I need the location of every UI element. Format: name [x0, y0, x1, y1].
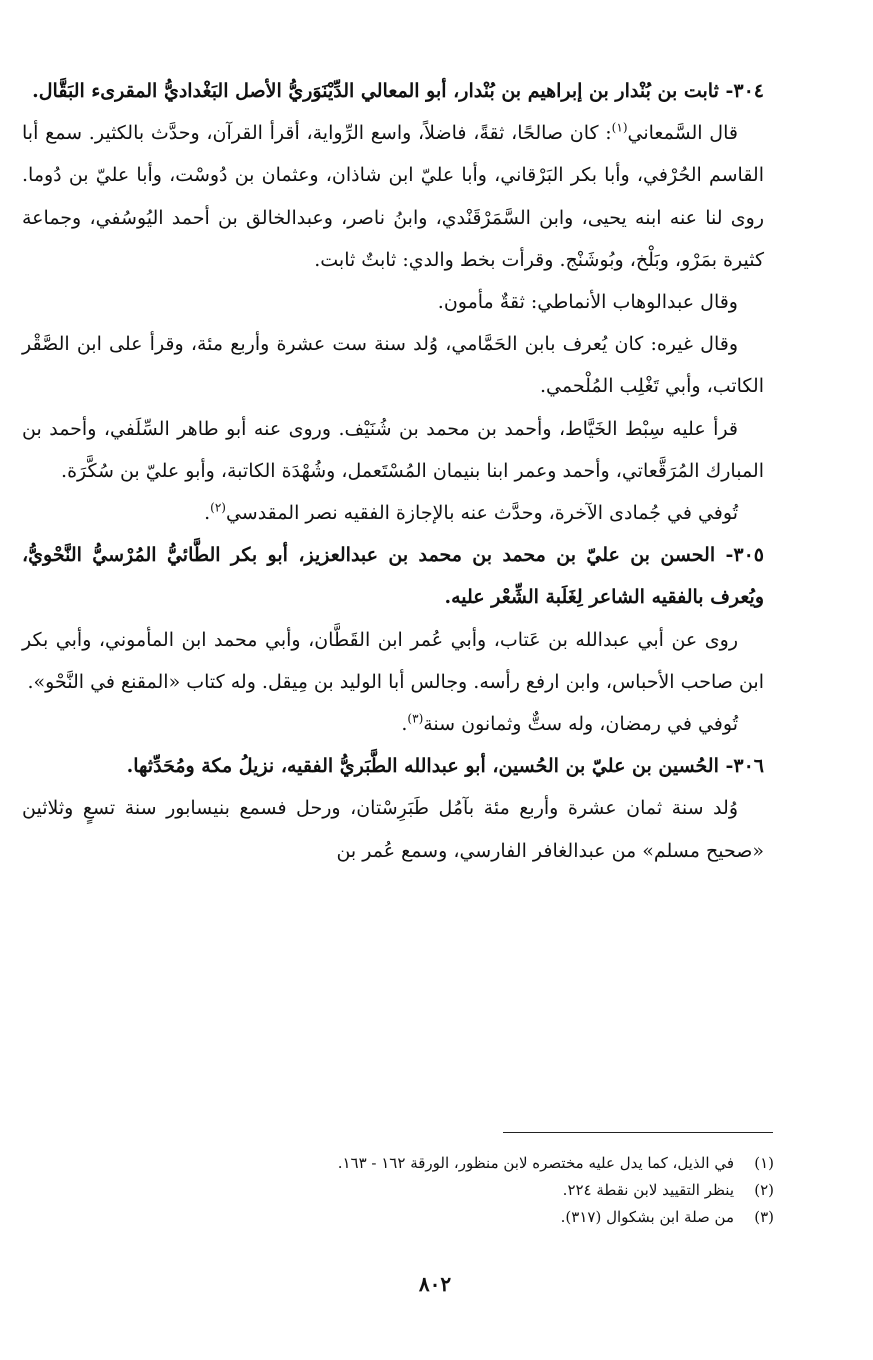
footnote — [200, 1177, 774, 1204]
footnote-number: (٢) — [754, 1181, 774, 1199]
entry-paragraph: وُلد سنة ثمان عشرة وأربع مئة بآمُل طَبَرِسْتان، ورحل فسمع بنيسابور سنة تسعٍ وثلاثين «صحيح مسلم» من عبدالغافر الفارسي، وسمع عُمر بن — [22, 797, 764, 862]
footnote-separator — [503, 1132, 773, 1133]
entry-paragraph: روى عن أبي عبدالله بن عَتاب، وأبي عُمر ابن القَطَّان، وأبي محمد ابن المأموني، وأبي بكر ابن صاحب الأحباس، وابن ارفع رأسه. وجالس أبا الوليد بن مِيقل. وله كتاب «المقنع في النَّحْو». — [22, 628, 764, 693]
page-number: ٨٠٢ — [418, 1272, 452, 1296]
entry-heading: ٣٠٥- الحسن بن عليّ بن محمد بن محمد بن عبدالعزيز، أبو بكر الطَّائيُّ المُرْسيُّ النَّحْويُّ، ويُعرف بالفقيه الشاعر لِغَلَبة الشِّعْر عليه. — [22, 544, 764, 609]
page-body — [22, 70, 764, 872]
footnote-number: (٣) — [754, 1208, 774, 1226]
footnotes — [200, 1150, 774, 1231]
footnote-text: ينظر التقييد لابن نقطة ٢٢٤. — [562, 1181, 734, 1199]
entry-paragraph: تُوفي في جُمادى الآخرة، وحدَّث عنه بالإجازة الفقيه نصر المقدسي$^{(٢)}$. — [204, 500, 738, 525]
entries — [22, 70, 764, 872]
footnote-number: (١) — [754, 1154, 774, 1172]
entry-heading: ٣٠٦- الحُسين بن عليّ بن الحُسين، أبو عبدالله الطَّبَريُّ الفقيه، نزيلُ مكة ومُحَدِّثها. — [126, 755, 764, 778]
entry-paragraph: وقال عبدالوهاب الأنماطي: ثقةٌ مأمون. — [437, 291, 738, 314]
footnote-text: في الذيل، كما يدل عليه مختصره لابن منظور، الورقة ١٦٢ - ١٦٣. — [337, 1154, 734, 1172]
footnote-ref[interactable]: (٣) — [407, 711, 424, 726]
footnote-ref[interactable]: (١) — [611, 120, 628, 135]
entry-paragraph: قرأ عليه سِبْط الخَيَّاط، وأحمد بن محمد بن شُنَيْف. وروى عنه أبو طاهر السِّلَفي، وأحمد بن المبارك المُرَقَّعاتي، وأحمد وعمر ابنا بنيمان المُسْتَعمل، وشُهْدَة الكاتبة، وأبو عليّ بن سُكَّرَة. — [22, 417, 764, 482]
entry-heading: ٣٠٤- ثابت بن بُنْدار بن إبراهيم بن بُنْدار، أبو المعالي الدِّيْنَوَريُّ الأصل البَغْداديُّ المقرىء البَقَّال. — [32, 80, 764, 102]
footnote — [200, 1204, 774, 1231]
footnote-ref[interactable]: (٢) — [210, 500, 226, 515]
footnote-text: من صلة ابن بشكوال (٣١٧). — [560, 1208, 734, 1226]
entry-paragraph: قال السَّمعاني$^{(١)}$: كان صالحًا، ثقةً، فاضلاً، واسع الرِّواية، أقرأ القرآن، وحدَّث بالكثير. سمع أبا القاسم الحُرْفي، وأبا بكر البَرْقاني، وأبا عليّ ابن شاذان، وعثمان بن دُوسْت، وأبا عليّ بن دُوما. روى لنا عنه ابنه يحيى، وابن السَّمَرْقَنْدي، وابنُ ناصر، وعبدالخالق بن أحمد اليُوسُفي، وجماعة كثيرة بمَرْو، وبَلْخ، وبُوشَنْج. وقرأت بخط والدي: ثابتٌ ثابت. — [22, 120, 764, 271]
footnote — [200, 1150, 774, 1177]
entry-paragraph: تُوفي في رمضان، وله ستٌّ وثمانون سنة$^{(٣)}$. — [401, 711, 738, 736]
entry-paragraph: وقال غيره: كان يُعرف بابن الحَمَّامي، وُلد سنة ست عشرة وأربع مئة، وقرأ على ابن الصَّقْر الكاتب، وأبي تَغْلِب المُلْحمي. — [22, 333, 764, 398]
